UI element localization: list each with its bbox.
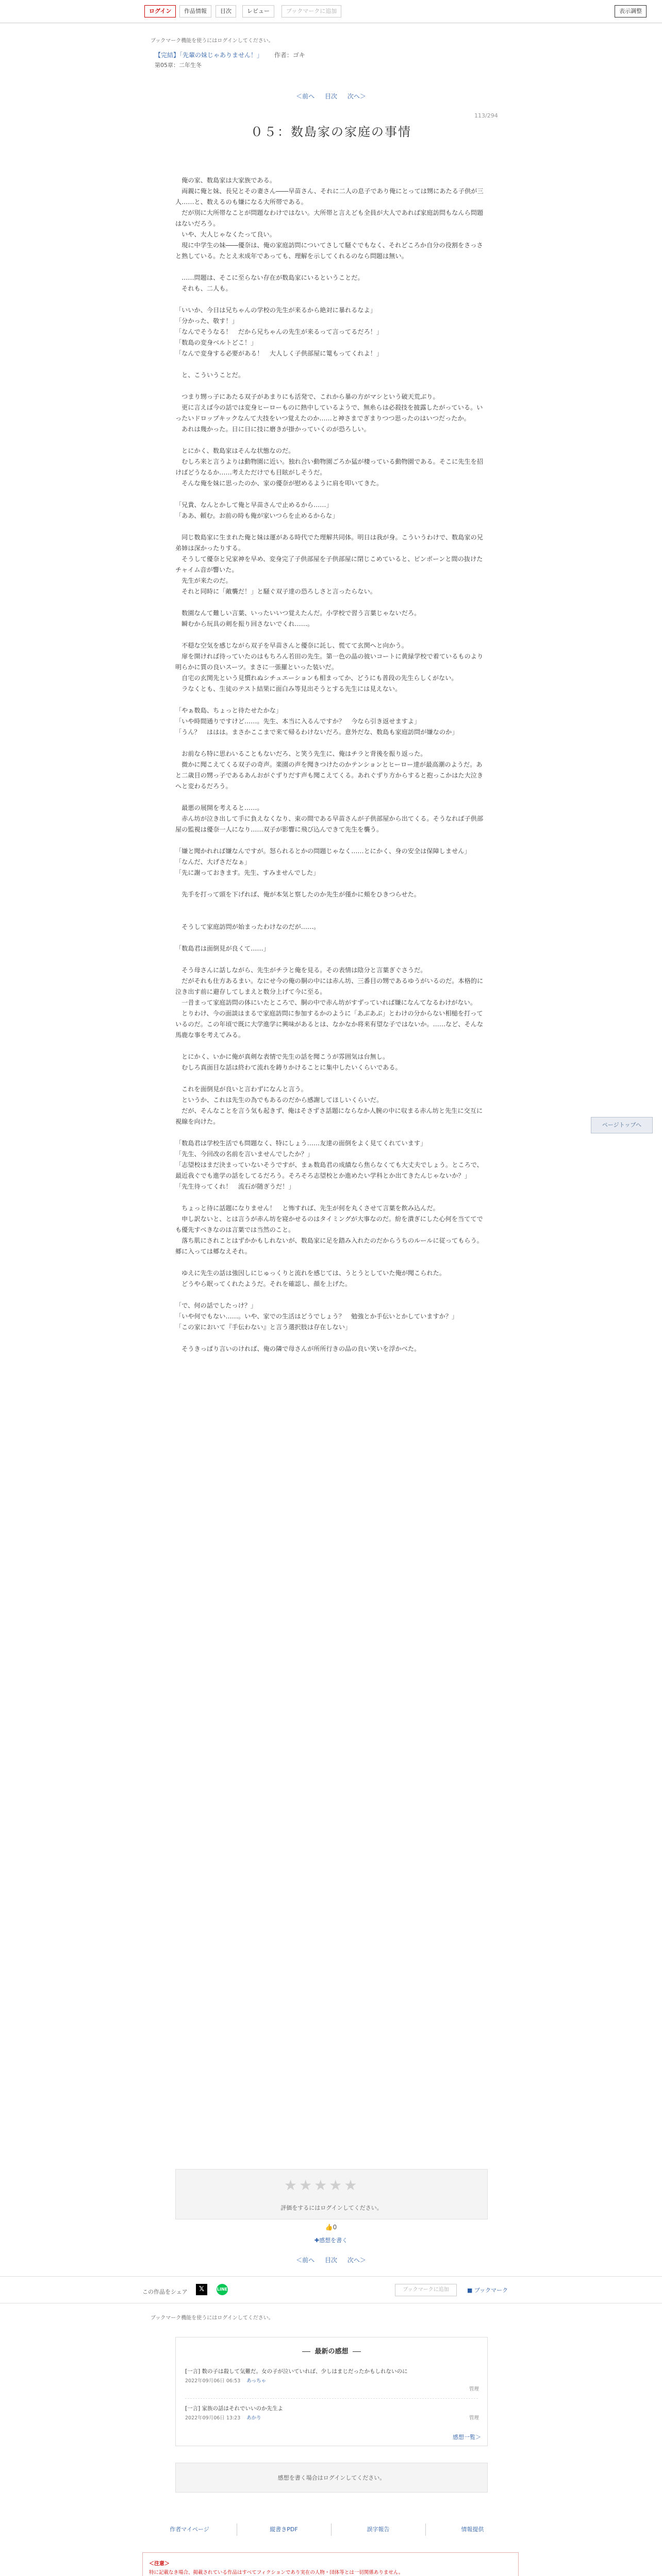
x-share-icon[interactable]: 𝕏 (196, 2284, 207, 2295)
prev-link-bottom[interactable]: ＜前へ (296, 2257, 315, 2264)
rating-box (175, 2169, 488, 2219)
review-login-box (175, 2463, 488, 2493)
review-text: [一言] 数の子は殺して気難だ。女の子が泣いていれば、少しはまじだったかもしれないのに (185, 2368, 408, 2375)
author-mypage-link[interactable]: 作者マイページ (142, 2523, 237, 2536)
review-separator (185, 2398, 478, 2399)
review-manage-link[interactable]: 管理 (469, 2386, 479, 2392)
like-button[interactable]: 👍0 (325, 2224, 337, 2231)
divider (0, 2276, 662, 2277)
bookmark-login-notice-bottom: ブックマーク機能を使うにはログインしてください。 (151, 2315, 274, 2321)
series-title-link[interactable]: 【完結】「先輩の妹じゃありません！」 (155, 52, 263, 59)
display-settings-button[interactable]: 表示調整 (615, 5, 647, 18)
review-user-link[interactable]: あっちゃ (246, 2378, 267, 2384)
author-name[interactable]: 作者：ゴキ (274, 52, 305, 59)
catalog-link[interactable]: 目次 (216, 5, 236, 18)
page-top-button[interactable]: ページトップへ (591, 1117, 653, 1133)
pager-bottom (0, 2256, 662, 2264)
add-bookmark-button[interactable]: ブックマークに追加 (282, 5, 341, 18)
review-item (185, 2367, 479, 2392)
episode-progress: 113/294 (474, 112, 498, 119)
top-bar (0, 0, 662, 23)
review-text: [一言] 家族の話はそれでいいのか先生よ (185, 2405, 284, 2412)
toc-link[interactable]: 目次 (324, 93, 337, 100)
review-user-link[interactable]: あかり (246, 2415, 261, 2421)
review-date: 2022年09月06日 06:53 (185, 2378, 241, 2384)
latest-reviews (175, 2337, 488, 2446)
prev-link[interactable]: ＜前へ (296, 93, 315, 100)
next-link[interactable]: 次へ＞ (347, 93, 366, 100)
review-link[interactable]: レビュー (242, 5, 274, 18)
novel-body: 俺の家、数島家は大家族である。 両親に俺と妹、長兄とその妻さん――早苗さん、それに二人の息子であり俺にとっては甥にあたる子供が三人……と、数えるのも嫌になる大所帯である。 だが別に大所帯なことが問題なわけではない。大所帯と言えども全員が大人であれば家庭訪問もなんら問題はないだろう。 いや、大人じゃなくたって良い。 現に中学生の妹――優奈は、俺の家庭訪問についてさして騒ぐでもなく、それどころか自分の役割をさっさと熟している。たとえ末成年であっても、理解を示してくれるのなら問題は無い。 ……問題は、そこに至らない存在が数島家にいるということだ。 それも、二人も。 「いいか、今日は兄ちゃんの学校の先生が来るから絶対に暴れるなよ」 「分かった、敬す！」 「なんでそうなる！ だから兄ちゃんの先生が来るって言ってるだろ！」 「数島の変身ベルトどこ！」 「なんで変身する必要がある！ 大人しく子供部屋に篭もってくれよ！」 と、こういうことだ。 つまり甥っ子にあたる双子があまりにも活発で、これから暴の方がマシという破天荒ぶり。 更に言えば今の話では変身ヒーローものに熱中しているようで、無糸らは必殺技を披露したがっている。いったいドロップキックなんて大技をいつ覚えたのか……と神さまでぎまりつつ思ったのはいつだったか。 あれは幾かった。日に日に技に磨きが掛かっていくのが恐ろしい。 とにかく、数島家はそんな状態なのだ。 むしろ来と言うよりは動物園に近い。独れ合い動物園ごろか猛が棲っている動物園である。そこに先生を招けばどうなるか……考えただけでも目眩がしそうだ。 そんな俺を妹に思ったのか、家の優奈が慰めるように肩を叩いてきた。 「兄貴、なんとかして俺と早苗さんで止めるから……」 「ああ、頼む。お前の時も俺が家いつらを止めるからな」 同じ数島家に生まれた俺と妹は運がある時代でた理解共同体。明日は我が身。こういうわけで、数島家の兄弟姉は深かったりする。 そうして優奈と兄家神を早め、変身完了子供部屋を子供部屋に閉じこめていると、ピンポーンと間の抜けたチャイム音が響いた。 先生が来たのだ。 それと同時に「敵襲だ！」と騒ぐ双子達の恐ろしさと言ったらない。 数園なんて難しい言葉、いったいいつ覚えたんだ。小学校で習う言葉じゃないだろ。 瞬むから玩具の剣を振り回さないでくれ……。 不穏な空気を感じながら双子を早苗さんと優奈に託し、慌てて玄関へと向かう。 扉を開ければ待っていたのはもちろん若田の先生。第一色の晶の彼いコートに黄緑学校で着ているものより明らかに質の良いスーツ。まさに一張羅といった装いだ。 自宅の玄関先という見慣れぬシチュエーションも相まってか、どうにも普段の先生らしくがない。 ラなくとも、生徒のテスト結果に面白み等見出そうとする先生には見えない。 「やぁ数島、ちょっと待たせたかな」 「いや時間通りですけど……。先生、本当に入るんですか？ 今なら引き返せますよ」 「うん？ ははは。まさかここまで来て帰るわけないだろ。意外だな、数島も家庭訪問が嫌なのか」 お前なら特に思わいることもないだろ、と笑う先生に、俺はチラと背後を振り返った。 微かに聞こえてくる双子の奇声。楽園の声を聞きつけたのかテンションとヒーロー達が最高潮のようだ。あと二歳目の甥っ子であるあんおがぐずりだす声も聞こえてくる。あれぐずり方からすると抱っこかはた大泣きへと変わるだろう。 最悪の展開を考えると……。 赤ん坊が泣き出して手に負えなくなり、束の間である早苗さんが子供部屋から出てくる。そうなれば子供部屋の監視は優奈一人になり……双子が影響に飛び込んできて先生を襲う。 「嫌と聞かれれば嫌なんですが。怒られるとかの問題じゃなく……とにかく、身の安全は保障しません」 「なんだ、大げさだなぁ」 「先に謝っておきます。先生、すみませんでした」 先手を打って頭を下げれば、俺が本気と察したのか先生が僅かに頬をひきつらせた。 そうして家庭訪問が始まったわけなのだが……。 「数島君は面倒見が良くて……」 そう母さんに話しながら、先生がチラと俺を見る。その表情は陰分と言葉ぎぐさうだ。 だがそれも仕方あるまい。なにせ今の俺の胴の中には赤ん坊、三番目の甥であるゆうがいるのだ。本格的に泣き出す前に避存してしまえと数分上げて今に至る。 一昔まって家庭訪問の体にいたところで、胴の中で赤ん坊がすずっていれば嫌になんてなるわけがない。 とりわけ、今の面談はまるで家庭訪問に参加するかのように「あぶあぶ」とわけの分からない相槌を打っているのだ。この年頃で既に大学進学に興味があるとは、なかなか将来有望な子ではないか。……など、そんな馬鹿な事を考えてみる。 とにかく、いかに俺が真剣な表情で先生の話を聞こうが雰囲気は台無し。 むしろ真面目な話は終わて流れを鋳りかけることに集中したいくらいである。 これを面倒見が良いと言わずになんと言う。 というか、これは先生の為でもあるのだから感謝してほしいくらいだ。 だが、そんなことを言う気も起きず、俺はそさずさ話題にならなか人腕の中に収まる赤ん坊と先生に交互に視線を向けた。 「数島君は学校生活でも問題なく、特にしょう……友達の面倒をよく見てくれています」 「先生、今回改の名前を言いませんでしたか？」 「志望校はまだ決まっていないそうですが、まぁ数島君の成績なら焦らなくても大丈夫でしょう。ところで、最近我ぐでも進学の話をしてるだろう。そろそろ志望校とか進めたい学科とか出てきたんじゃないか？」 「先生待ってくれ！ 流石が随ぎうだ！」 ちょっと待に話題になりません！ と怖すれば、先生が何を丸くさせて言葉を飲み込んだ。 申し訳ないと、とは言うが赤ん坊を寝かせるのはタイミングが大事なのだ。紛を潰ぎにした心何を当ててでも優先すべきなのは言葉では当然のこと。 落ち肌にされことはずかかもしれないが、数島家に足を踏み入れたのだからうちのルールに従ってもらう。郷に入っては郷なえそれ。 ゆえに先生の話は強因しにじゅっくりと流れを感じては、うとうとしていた俺が聞こられた。 どうやら眠ってくれたようだ。それを確認し、顔を上げた。 「で、何の話でしたっけ？」 「いや何でもない……。いや、家での生活はどうでしょう？ 勉強とか手伝いとかしていますか？」 「この家において『手伝わない』と言う選択肢は存在しない」 そうきっぱり言いのければ、俺の隣で母さんが所所行きの品の良い笑いを浮かべた。 (175, 177, 484, 1352)
line-share-icon[interactable]: LINE (217, 2284, 228, 2295)
pager-top (0, 92, 662, 100)
bookmark-link[interactable]: ■ ブックマーク (467, 2287, 508, 2294)
toc-link-bottom[interactable]: 目次 (324, 2257, 337, 2264)
login-button[interactable]: ログイン (144, 5, 176, 18)
vertical-pdf-link[interactable]: 縦書きPDF (237, 2523, 332, 2536)
reviews-more-link[interactable]: 感想一覧＞ (453, 2434, 481, 2441)
footer-links (142, 2523, 520, 2536)
typo-report-link[interactable]: 誤字報告 (331, 2523, 426, 2536)
review-item (185, 2404, 479, 2421)
works-info-link[interactable]: 作品情報 (179, 5, 211, 18)
next-link-bottom[interactable]: 次へ＞ (347, 2257, 366, 2264)
info-report-link[interactable]: 情報提供 (461, 2526, 484, 2533)
rating-stars[interactable]: ★★★★★ (284, 2177, 359, 2194)
caution-heading: ＜注意＞ (149, 2561, 170, 2567)
chapter-title: ０５：数島家の家庭の事情 (251, 125, 411, 139)
caution-box (142, 2552, 519, 2576)
write-review-link[interactable]: ✚感想を書く (314, 2237, 348, 2244)
add-bookmark-button-bottom[interactable]: ブックマークに追加 (395, 2284, 457, 2296)
series-header (155, 50, 305, 59)
review-login-notice: 感想を書く場合はログインしてください。 (277, 2475, 386, 2481)
rating-login-notice: 評価をするにはログインしてください。 (280, 2205, 383, 2211)
review-date: 2022年09月06日 13:23 (185, 2415, 241, 2421)
chapter-group-label: 第05章：二年生冬 (155, 62, 202, 69)
share-label: この作品をシェア (142, 2289, 188, 2295)
caution-line: 特に記載なき場合、掲載されている作品はすべてフィクションであり実在の人物・団体等とは一切関係ありません。 (149, 2570, 404, 2575)
bookmark-login-notice: ブックマーク機能を使うにはログインしてください。 (151, 38, 274, 44)
reviews-title: 最新の感想 (176, 2346, 487, 2355)
review-manage-link[interactable]: 管理 (469, 2415, 479, 2421)
